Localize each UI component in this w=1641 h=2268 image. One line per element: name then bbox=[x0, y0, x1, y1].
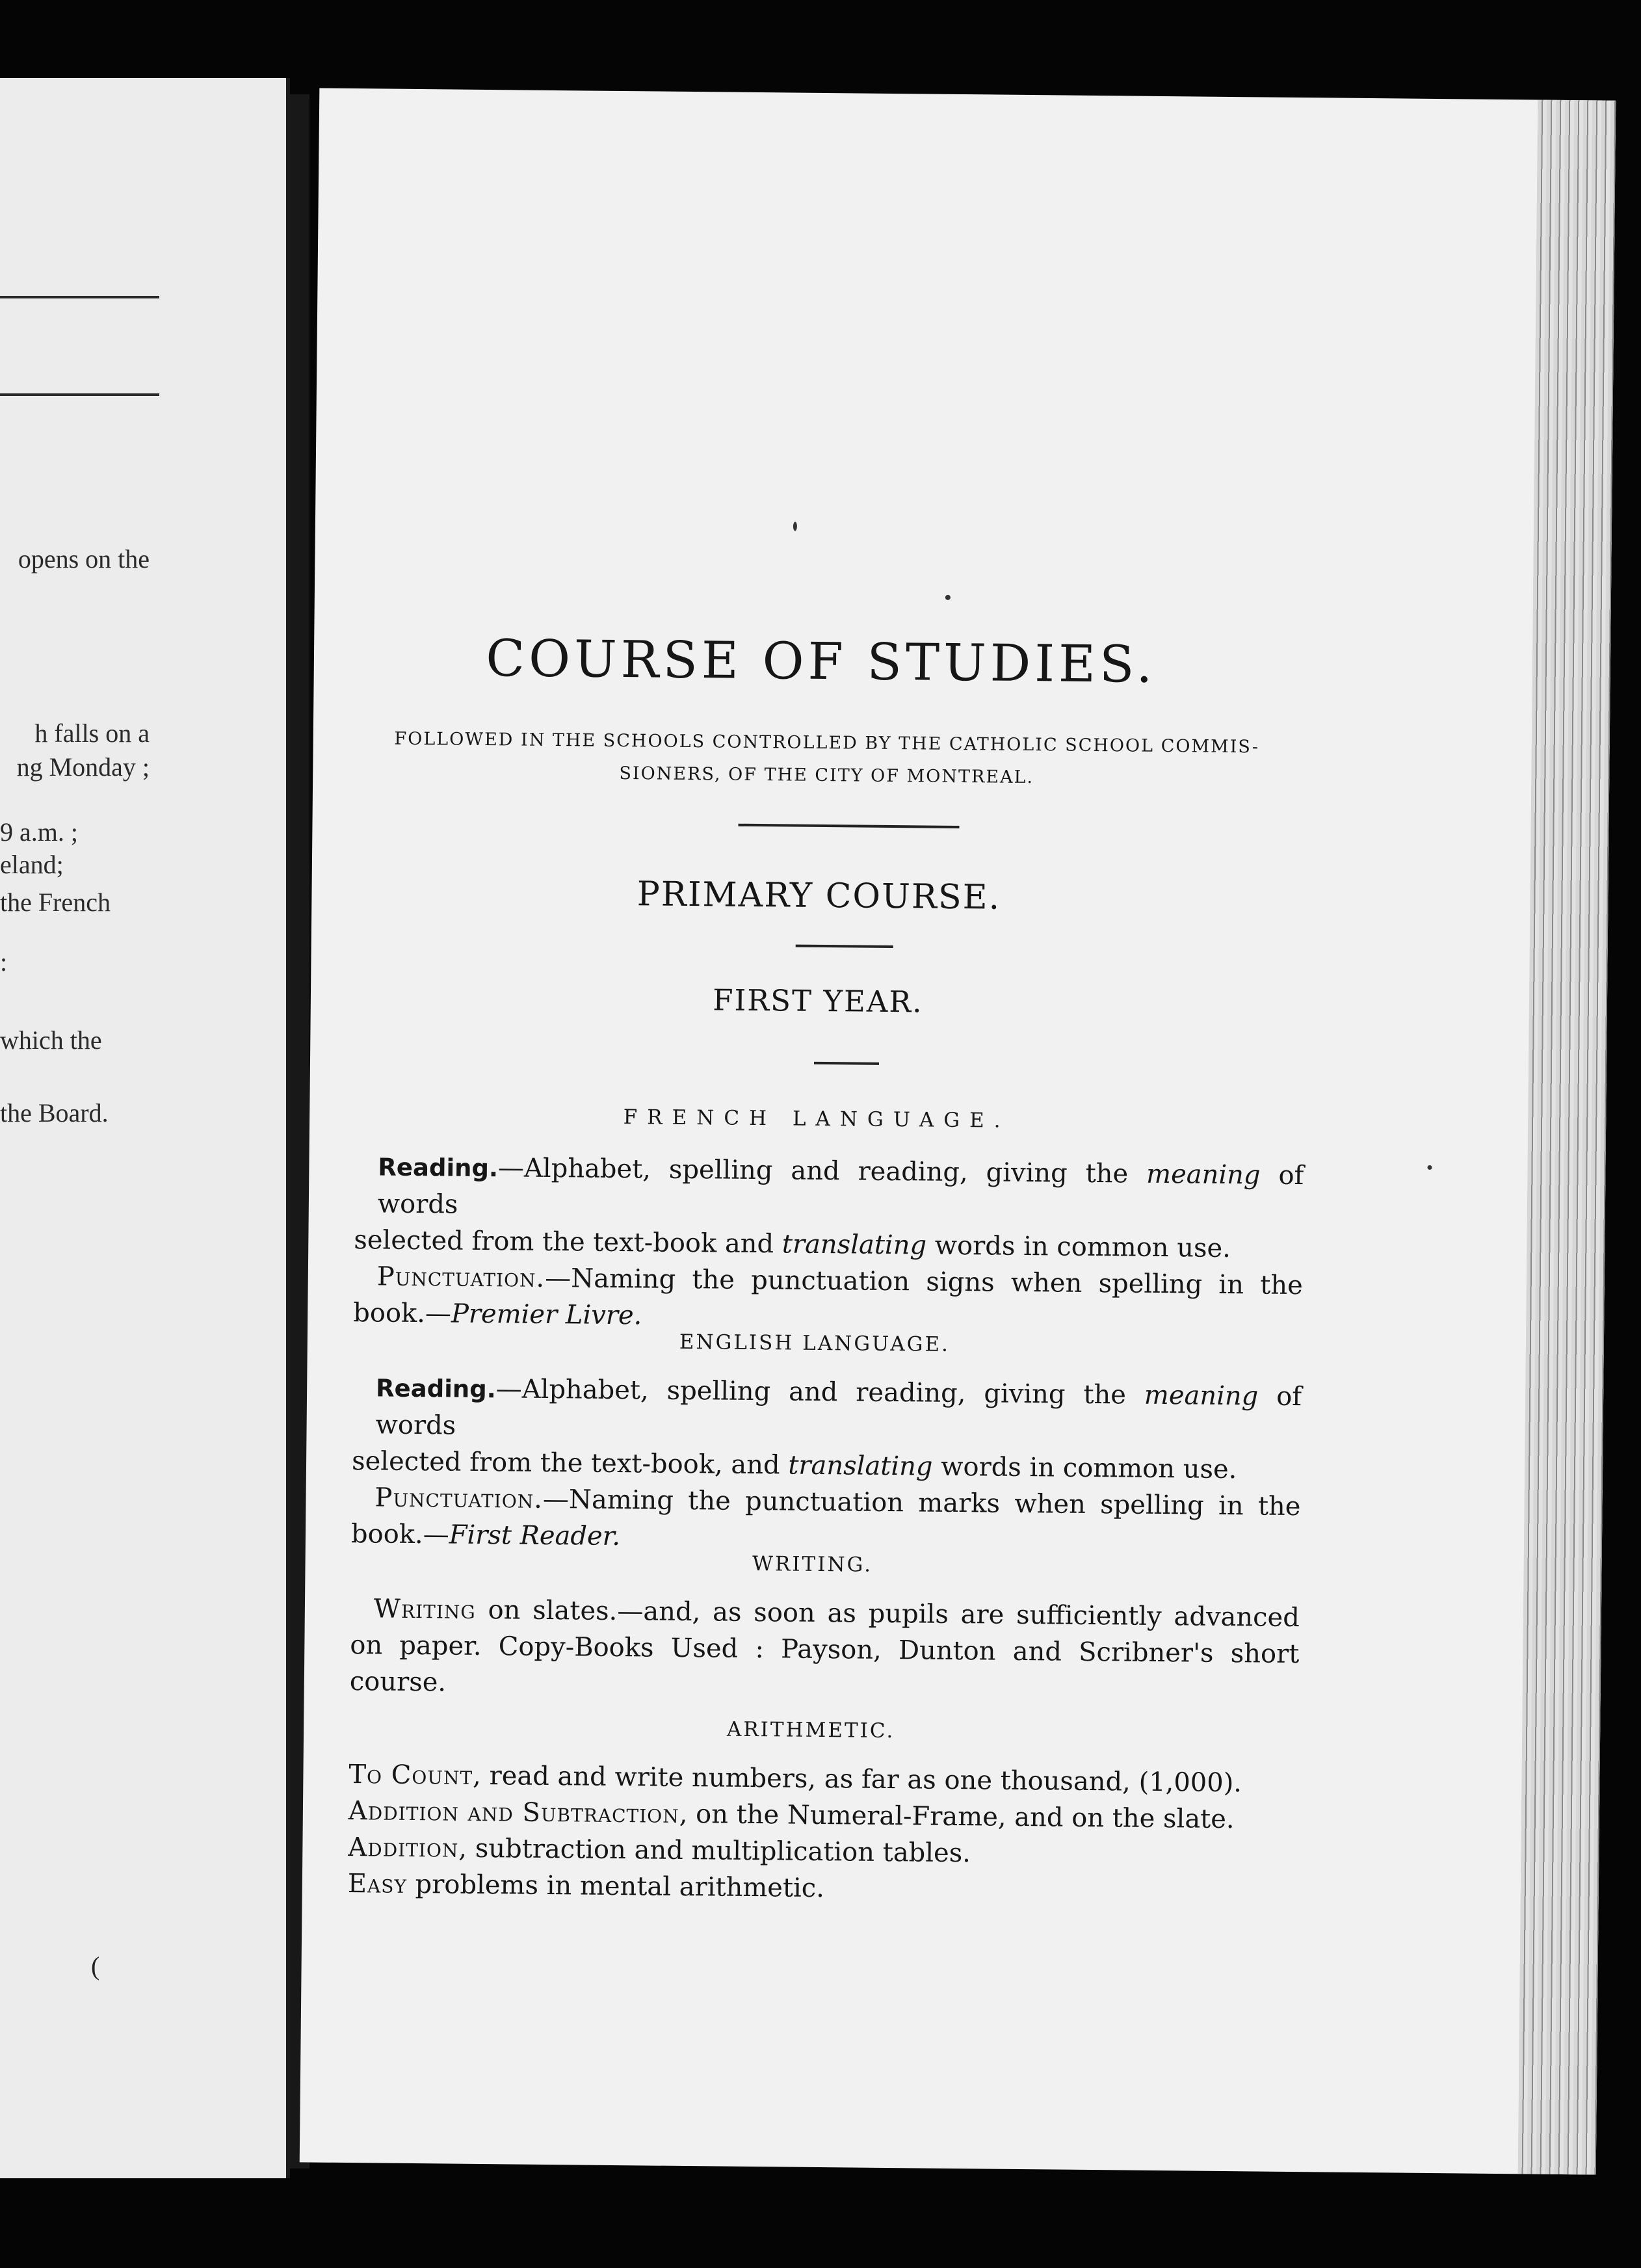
left-text-line: the French bbox=[0, 888, 111, 917]
item-lead: To Count bbox=[348, 1760, 473, 1791]
page-title: COURSE OF STUDIES. bbox=[485, 629, 1157, 694]
text-run: , subtraction and multiplication tables. bbox=[458, 1833, 971, 1869]
left-text-line: h falls on a bbox=[34, 719, 150, 748]
year-heading: FIRST YEAR. bbox=[713, 982, 923, 1020]
text-run: book.— bbox=[350, 1519, 449, 1550]
left-margin-mark: ( bbox=[91, 1951, 100, 1981]
print-speck bbox=[1427, 1165, 1432, 1170]
divider-rule bbox=[796, 945, 893, 948]
writing-lead: Writing bbox=[373, 1594, 476, 1625]
left-text-line: 9 a.m. ; bbox=[0, 817, 78, 847]
print-speck bbox=[945, 595, 951, 600]
text-run: —Naming the punctuation marks when spelling in the bbox=[542, 1484, 1301, 1522]
divider-rule bbox=[738, 824, 959, 828]
italic-run: meaning bbox=[1146, 1159, 1261, 1191]
text-run: selected from the text-book and bbox=[354, 1225, 783, 1259]
text-run: on slates.—and, as soon as pupils are sufficiently advanced bbox=[475, 1594, 1300, 1633]
left-text-line: : bbox=[0, 947, 8, 977]
paragraph-line bbox=[354, 1148, 1304, 1231]
divider-rule bbox=[814, 1062, 879, 1065]
italic-run: translating bbox=[788, 1450, 933, 1482]
punctuation-lead: Punctuation. bbox=[374, 1483, 544, 1514]
text-run: —Alphabet, spelling and reading, giving the bbox=[497, 1153, 1147, 1189]
italic-run: translating bbox=[781, 1229, 927, 1261]
english-language-paragraph bbox=[351, 1369, 1302, 1561]
subtitle-line-2: SIONERS, OF THE CITY OF MONTREAL. bbox=[619, 763, 1034, 788]
reading-lead: Reading. bbox=[378, 1153, 499, 1183]
subtitle-line-1: FOLLOWED IN THE SCHOOLS CONTROLLED BY THE CATHOLIC SCHOOL COMMIS- bbox=[394, 728, 1260, 758]
print-speck bbox=[793, 522, 797, 531]
left-text-line: ng Monday ; bbox=[16, 752, 150, 782]
text-run: of words bbox=[377, 1160, 1304, 1220]
text-run: book.— bbox=[353, 1298, 452, 1329]
paragraph-line bbox=[352, 1369, 1302, 1452]
book-title: Premier Livre. bbox=[451, 1299, 642, 1331]
left-text-line: eland; bbox=[0, 850, 64, 879]
section-heading-arithmetic: ARITHMETIC. bbox=[726, 1717, 895, 1743]
book-title: First Reader. bbox=[449, 1520, 621, 1552]
left-rule-bottom bbox=[0, 393, 159, 396]
left-text-line: opens on the bbox=[18, 544, 150, 574]
text-run: —Naming the punctuation signs when spelling in the bbox=[545, 1263, 1303, 1301]
page-edges bbox=[1518, 99, 1616, 2174]
page-subtitle bbox=[371, 722, 1282, 796]
course-heading: PRIMARY COURSE. bbox=[637, 875, 1001, 917]
section-heading-writing: WRITING. bbox=[752, 1551, 873, 1577]
french-language-paragraph bbox=[353, 1148, 1304, 1340]
italic-run: meaning bbox=[1144, 1380, 1259, 1412]
item-lead: Easy bbox=[347, 1869, 408, 1899]
document-page bbox=[300, 88, 1616, 2175]
section-heading-english: ENGLISH LANGUAGE. bbox=[679, 1330, 951, 1356]
text-run: words in common use. bbox=[926, 1230, 1231, 1264]
reading-lead: Reading. bbox=[375, 1374, 496, 1404]
item-lead: Addition bbox=[348, 1832, 459, 1864]
text-run: , on the Numeral-Frame, and on the slate. bbox=[679, 1799, 1235, 1835]
arithmetic-list bbox=[348, 1756, 1298, 1911]
text-run: , read and write numbers, as far as one thousand, (1,000). bbox=[472, 1760, 1242, 1799]
writing-paragraph bbox=[350, 1590, 1300, 1709]
left-text-line: the Board. bbox=[0, 1098, 109, 1127]
text-run: of words bbox=[375, 1381, 1302, 1441]
text-run: selected from the text-book, and bbox=[351, 1446, 789, 1481]
text-run: problems in mental arithmetic. bbox=[406, 1869, 825, 1904]
punctuation-lead: Punctuation. bbox=[376, 1261, 545, 1293]
left-rule-top bbox=[0, 296, 159, 298]
left-facing-page bbox=[0, 78, 290, 2178]
text-run: —Alphabet, spelling and reading, giving the bbox=[495, 1374, 1145, 1410]
paragraph-line: on paper. Copy-Books Used : Payson, Dunton and Scribner's short course. bbox=[349, 1630, 1300, 1698]
section-heading-french: FRENCH LANGUAGE. bbox=[623, 1105, 1010, 1133]
text-run: words in common use. bbox=[932, 1451, 1237, 1485]
left-text-line: which the bbox=[0, 1025, 102, 1055]
item-lead: Addition and Subtraction bbox=[348, 1796, 679, 1829]
